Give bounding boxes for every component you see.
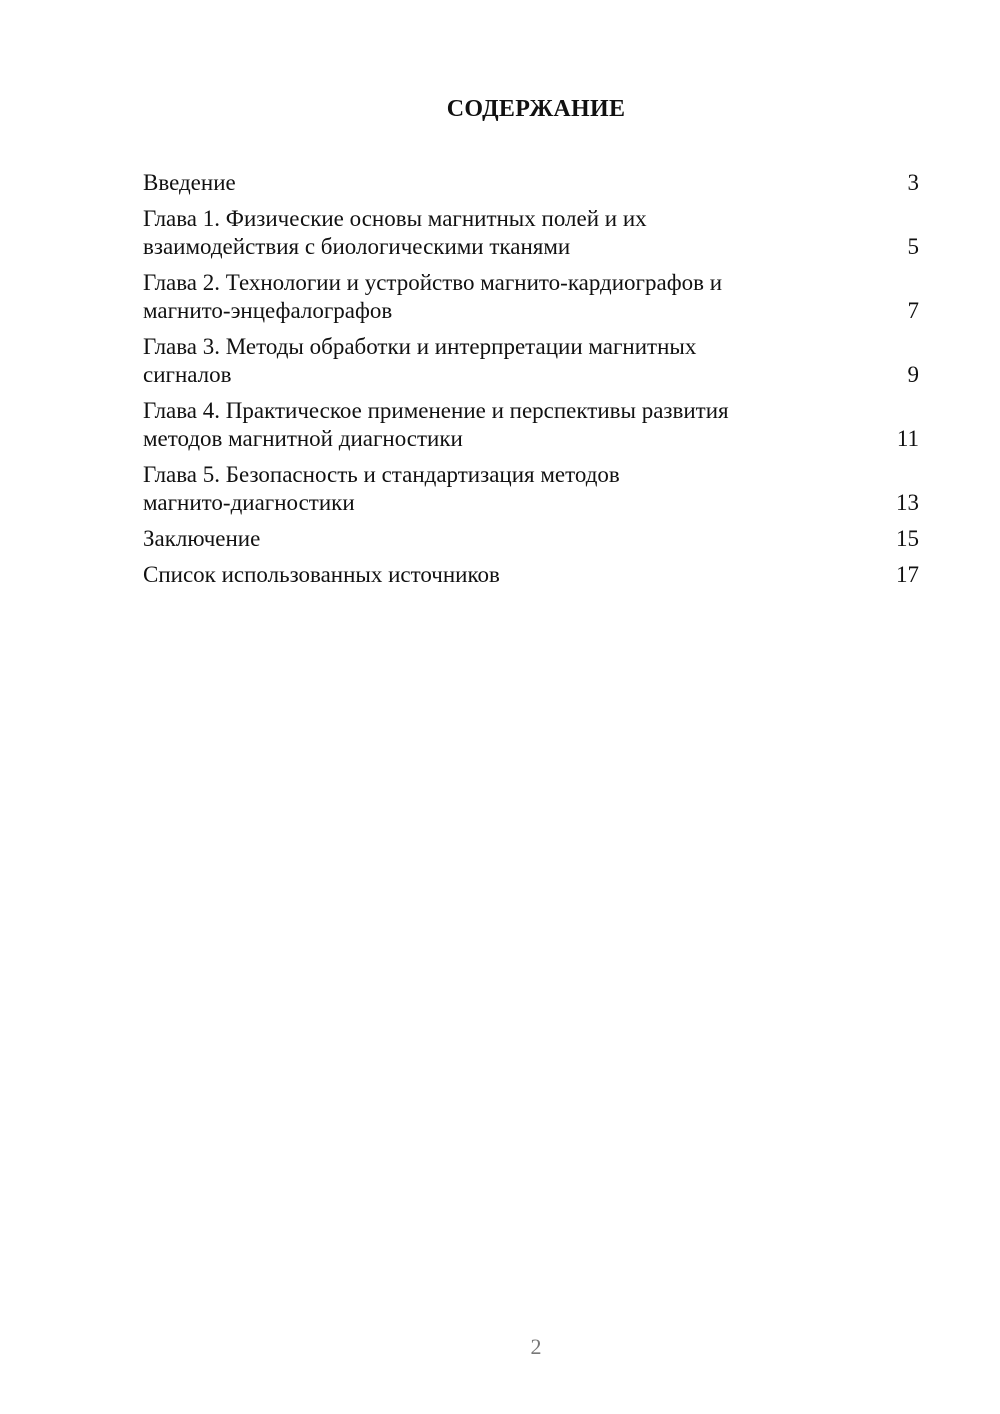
toc-entry-line: взаимодействия с биологическими тканями xyxy=(143,234,571,259)
toc-entry-page: 13 xyxy=(896,490,919,515)
toc-entry-text xyxy=(143,397,879,453)
toc-entry-text xyxy=(143,205,879,261)
toc-entry-page: 9 xyxy=(907,362,919,387)
toc-entry-text xyxy=(143,461,879,517)
toc-entry-text xyxy=(143,333,879,389)
toc-entry-page: 3 xyxy=(907,170,919,195)
toc-entry-line: магнито-диагностики xyxy=(143,490,355,515)
toc-entry-text xyxy=(143,561,879,589)
toc-entry-line: методов магнитной диагностики xyxy=(143,426,463,451)
toc-entry-chapter-5[interactable] xyxy=(143,461,919,517)
toc-entry-references[interactable] xyxy=(143,561,919,589)
toc-entry-page: 15 xyxy=(896,526,919,551)
toc-entry-line: Глава 4. Практическое применение и перспективы развития xyxy=(143,398,729,423)
toc-entry-line: сигналов xyxy=(143,362,232,387)
toc-entry-line: Глава 1. Физические основы магнитных полей и их xyxy=(143,206,647,231)
toc-entry-line: Введение xyxy=(143,170,236,195)
page-number: 2 xyxy=(530,1334,542,1359)
toc-entry-introduction[interactable] xyxy=(143,169,919,197)
toc-entry-text xyxy=(143,269,879,325)
toc-entry-line: Заключение xyxy=(143,526,261,551)
toc-entry-text xyxy=(143,525,879,553)
toc-entry-page: 5 xyxy=(907,234,919,259)
table-of-contents xyxy=(143,169,919,597)
toc-entry-chapter-4[interactable] xyxy=(143,397,919,453)
page-title: СОДЕРЖАНИЕ xyxy=(446,96,626,122)
toc-entry-line: Глава 5. Безопасность и стандартизация методов xyxy=(143,462,620,487)
toc-entry-line: Список использованных источников xyxy=(143,562,500,587)
toc-entry-line: Глава 2. Технологии и устройство магнито-кардиографов и xyxy=(143,270,723,295)
toc-entry-conclusion[interactable] xyxy=(143,525,919,553)
toc-entry-page: 7 xyxy=(907,298,919,323)
toc-entry-text xyxy=(143,169,879,197)
toc-entry-line: магнито-энцефалографов xyxy=(143,298,393,323)
toc-entry-chapter-3[interactable] xyxy=(143,333,919,389)
toc-entry-line: Глава 3. Методы обработки и интерпретации магнитных xyxy=(143,334,697,359)
toc-entry-page: 11 xyxy=(896,426,919,451)
toc-entry-chapter-1[interactable] xyxy=(143,205,919,261)
toc-entry-page: 17 xyxy=(896,562,919,587)
toc-entry-chapter-2[interactable] xyxy=(143,269,919,325)
